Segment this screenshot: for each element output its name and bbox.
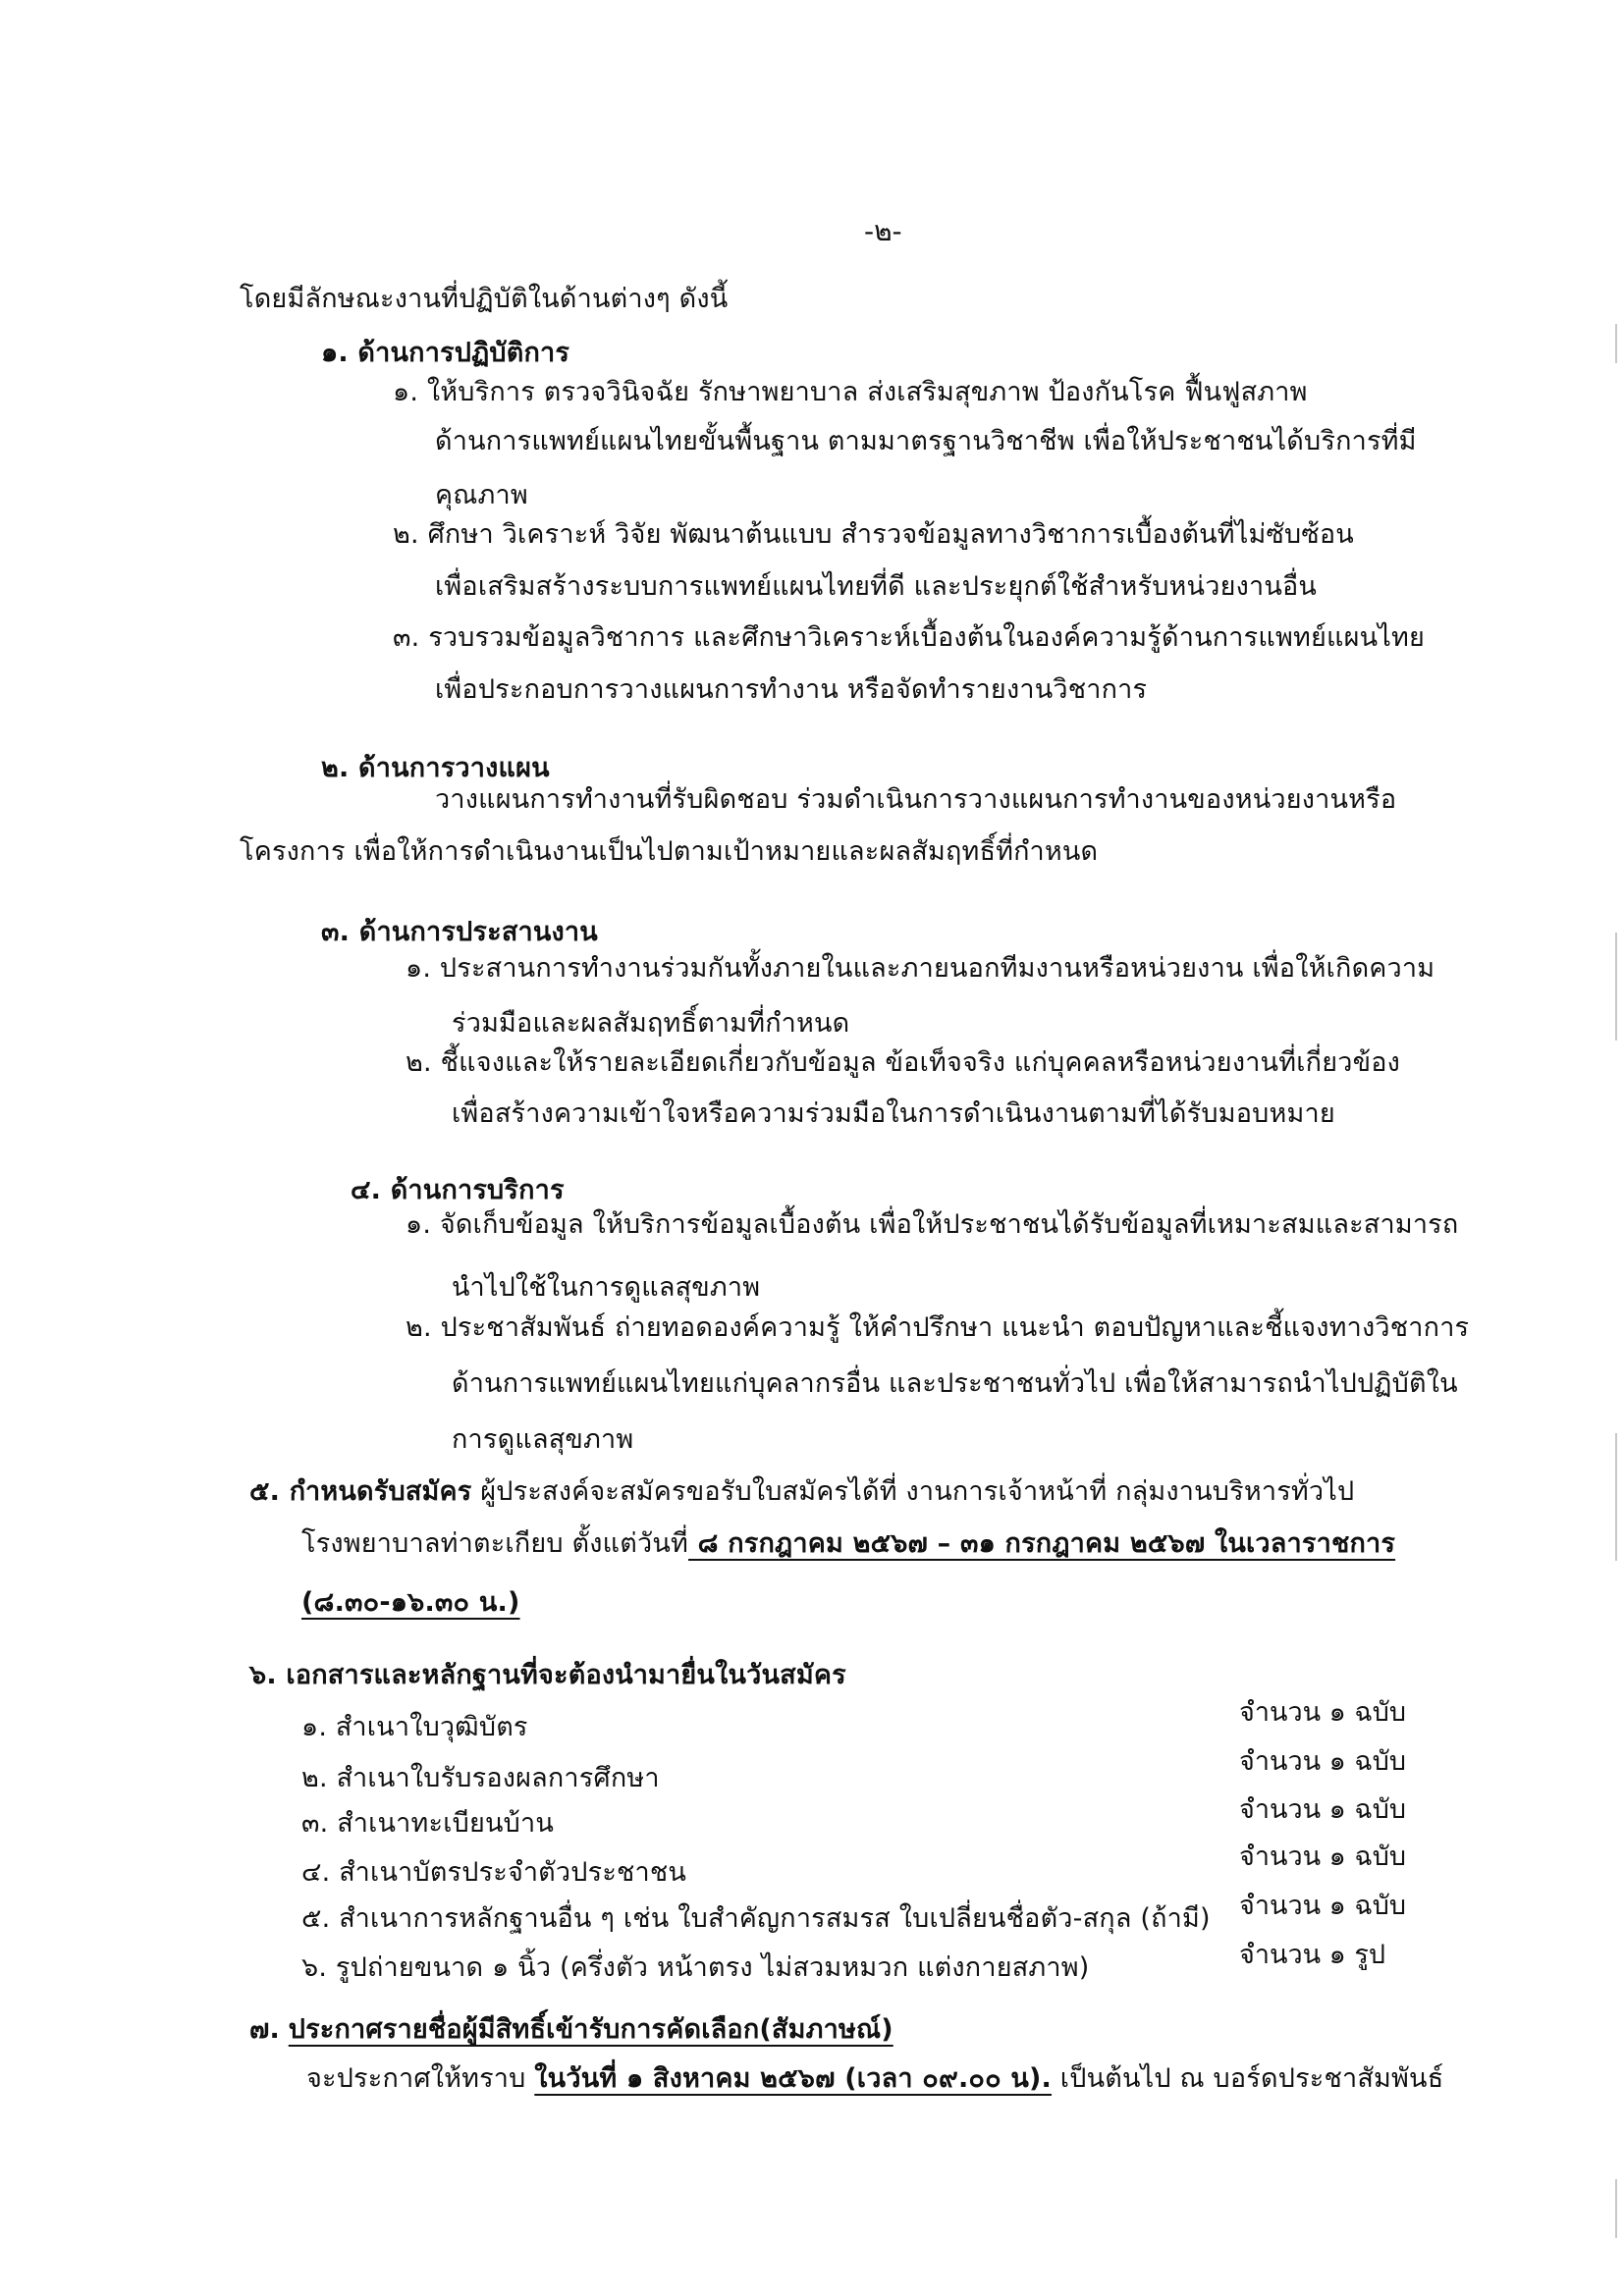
- sec5-office-hours: (๘.๓๐-๑๖.๓๐ น.): [301, 1587, 520, 1618]
- sec6-item5-qty: จำนวน ๑ ฉบับ: [1239, 1891, 1407, 1921]
- sec6-item5-label: ๕. สำเนาการหลักฐานอื่น ๆ เช่น ใบสำคัญการสมรส ใบเปลี่ยนชื่อตัว-สกุล (ถ้ามี): [301, 1903, 1211, 1934]
- sec1-item2-line2: เพื่อเสริมสร้างระบบการแพทย์แผนไทยที่ดี และประยุกต์ใช้สำหรับหน่วยงานอื่น: [435, 571, 1318, 602]
- sec6-item6-label: ๖. รูปถ่ายขนาด ๑ นิ้ว (ครึ่งตัว หน้าตรง ไม่สวมหมวก แต่งกายสภาพ): [301, 1952, 1090, 1983]
- sec7-heading-line: [249, 2010, 893, 2050]
- sec7-line: [306, 2059, 1443, 2099]
- sec3-item2-line1: ๒. ชี้แจงและให้รายละเอียดเกี่ยวกับข้อมูล ข้อเท็จจริง แก่บุคคลหรือหน่วยงานที่เกี่ยวข้อง: [406, 1047, 1401, 1078]
- sec6-item1-qty: จำนวน ๑ ฉบับ: [1239, 1697, 1407, 1728]
- sec7-number: ๗.: [249, 2014, 280, 2045]
- sec3-heading: ๓. ด้านการประสานงาน: [321, 917, 598, 947]
- sec6-item3-label: ๓. สำเนาทะเบียนบ้าน: [301, 1808, 555, 1839]
- sec7-plain2: เป็นต้นไป ณ บอร์ดประชาสัมพันธ์: [1052, 2063, 1444, 2094]
- sec5-line1: [249, 1472, 1354, 1512]
- sec5-line2: [301, 1524, 1395, 1564]
- sec6-item1-label: ๑. สำเนาใบวุฒิบัตร: [301, 1712, 528, 1742]
- sec4-item2-line3: การดูแลสุขภาพ: [452, 1424, 634, 1455]
- sec5-line1-rest: ผู้ประสงค์จะสมัครขอรับใบสมัครได้ที่ งานการเจ้าหน้าที่ กลุ่มงานบริหารทั่วไป: [471, 1476, 1355, 1507]
- sec1-item2-line1: ๒. ศึกษา วิเคราะห์ วิจัย พัฒนาต้นแบบ สำรวจข้อมูลทางวิชาการเบื้องต้นที่ไม่ซับซ้อน: [393, 519, 1354, 550]
- sec4-item2-line1: ๒. ประชาสัมพันธ์ ถ่ายทอดองค์ความรู้ ให้คำปรึกษา แนะนำ ตอบปัญหาและชี้แจงทางวิชาการ: [406, 1312, 1470, 1343]
- sec2-line1: วางแผนการทำงานที่รับผิดชอบ ร่วมดำเนินการวางแผนการทำงานของหน่วยงานหรือ: [435, 784, 1397, 815]
- sec4-item1-line1: ๑. จัดเก็บข้อมูล ให้บริการข้อมูลเบื้องต้น เพื่อให้ประชาชนได้รับข้อมูลที่เหมาะสมและสามารถ: [406, 1209, 1459, 1240]
- sec6-item2-qty: จำนวน ๑ ฉบับ: [1239, 1746, 1407, 1777]
- sec1-item1-line3: คุณภาพ: [435, 480, 528, 510]
- sec1-item1-line1: ๑. ให้บริการ ตรวจวินิจฉัย รักษาพยาบาล ส่งเสริมสุขภาพ ป้องกันโรค ฟื้นฟูสภาพ: [393, 377, 1308, 407]
- scan-edge-mark: [1615, 1433, 1617, 1561]
- intro-text: โดยมีลักษณะงานที่ปฏิบัติในด้านต่างๆ ดังนี้: [240, 284, 729, 314]
- scan-edge-mark: [1615, 2179, 1617, 2238]
- sec7-plain1: จะประกาศให้ทราบ: [306, 2063, 526, 2094]
- sec3-item2-line2: เพื่อสร้างความเข้าใจหรือความร่วมมือในการดำเนินงานตามที่ได้รับมอบหมาย: [452, 1098, 1335, 1129]
- sec4-heading: ๔. ด้านการบริการ: [351, 1175, 565, 1205]
- sec6-item4-label: ๔. สำเนาบัตรประจำตัวประชาชน: [301, 1857, 687, 1888]
- sec6-item3-qty: จำนวน ๑ ฉบับ: [1239, 1794, 1407, 1825]
- sec5-heading: ๕. กำหนดรับสมัคร: [249, 1476, 472, 1507]
- sec7-announce-date: ในวันที่ ๑ สิงหาคม ๒๕๖๗ (เวลา ๐๙.๐๐ น).: [534, 2063, 1053, 2094]
- scan-edge-mark: [1615, 324, 1617, 363]
- scan-edge-mark: [1615, 933, 1617, 1041]
- sec5-line2-plain: โรงพยาบาลท่าตะเกียบ ตั้งแต่วันที่: [301, 1528, 688, 1559]
- sec5-date-range: ๘ กรกฎาคม ๒๕๖๗ – ๓๑ กรกฎาคม ๒๕๖๗ ในเวลาราชการ: [688, 1528, 1396, 1559]
- sec4-item1-line2: นำไปใช้ในการดูแลสุขภาพ: [452, 1272, 761, 1303]
- sec1-item3-line1: ๓. รวบรวมข้อมูลวิชาการ และศึกษาวิเคราะห์เบื้องต้นในองค์ความรู้ด้านการแพทย์แผนไทย: [393, 622, 1426, 653]
- sec1-item3-line2: เพื่อประกอบการวางแผนการทำงาน หรือจัดทำรายงานวิชาการ: [435, 674, 1148, 705]
- sec1-heading: ๑. ด้านการปฏิบัติการ: [321, 338, 570, 368]
- sec1-item1-line2: ด้านการแพทย์แผนไทยขั้นพื้นฐาน ตามมาตรฐานวิชาชีพ เพื่อให้ประชาชนได้บริการที่มี: [435, 426, 1417, 456]
- sec3-item1-line2: ร่วมมือและผลสัมฤทธิ์ตามที่กำหนด: [452, 1008, 850, 1039]
- sec4-item2-line2: ด้านการแพทย์แผนไทยแก่บุคลากรอื่น และประชาชนทั่วไป เพื่อให้สามารถนำไปปฏิบัติใน: [452, 1368, 1458, 1399]
- sec6-item2-label: ๒. สำเนาใบรับรองผลการศึกษา: [301, 1763, 660, 1793]
- sec6-item6-qty: จำนวน ๑ รูป: [1239, 1940, 1386, 1970]
- sec2-heading: ๒. ด้านการวางแผน: [321, 753, 550, 783]
- page-number: -๒-: [864, 215, 902, 247]
- sec7-heading: ประกาศรายชื่อผู้มีสิทธิ์เข้ารับการคัดเลือก(สัมภาษณ์): [288, 2014, 893, 2045]
- sec3-item1-line1: ๑. ประสานการทำงานร่วมกันทั้งภายในและภายนอกทีมงานหรือหน่วยงาน เพื่อให้เกิดความ: [406, 953, 1435, 984]
- sec6-heading: ๖. เอกสารและหลักฐานที่จะต้องนำมายื่นในวันสมัคร: [249, 1660, 846, 1690]
- sec6-item4-qty: จำนวน ๑ ฉบับ: [1239, 1842, 1407, 1872]
- sec2-line2: โครงการ เพื่อให้การดำเนินงานเป็นไปตามเป้าหมายและผลสัมฤทธิ์ที่กำหนด: [240, 836, 1099, 867]
